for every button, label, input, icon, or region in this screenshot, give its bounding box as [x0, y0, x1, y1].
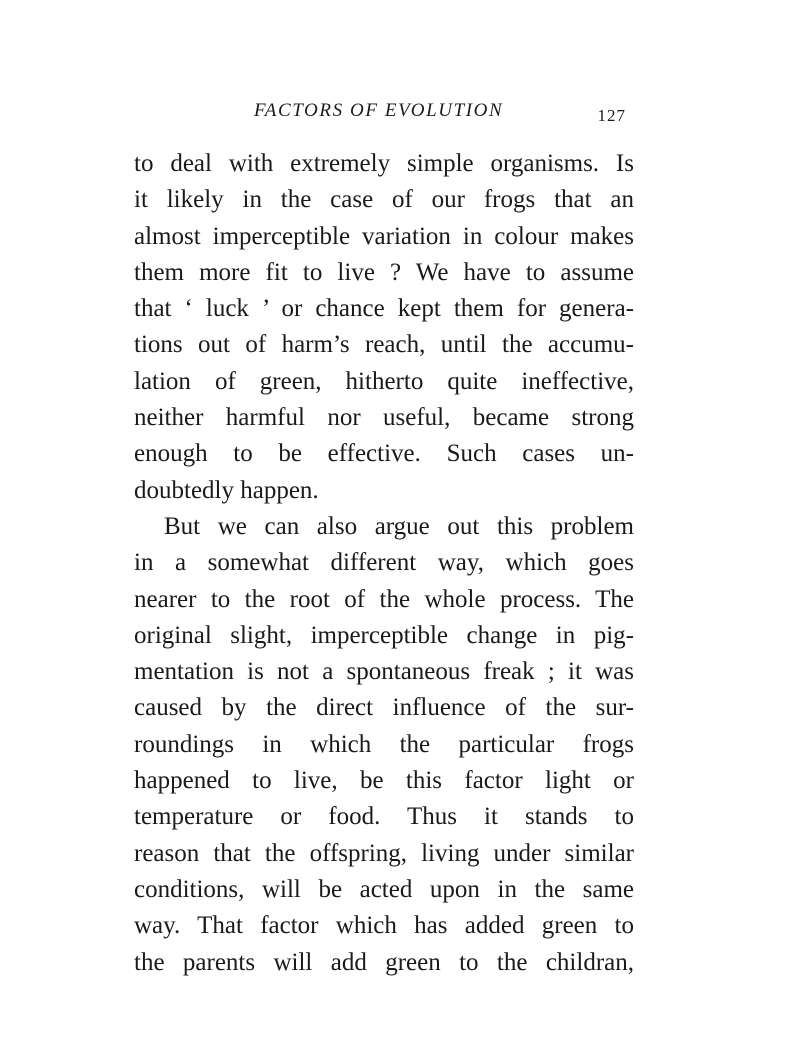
text-line: original slight, imperceptible change in pig-: [134, 621, 634, 649]
text-line: to deal with extremely simple organisms. Is: [134, 150, 634, 177]
text-line: enough to be effective. Such cases un-: [134, 440, 634, 468]
text-line: way. That factor which has added green to: [134, 912, 634, 940]
text-line: them more fit to live ? We have to assume: [134, 258, 634, 286]
text-line: that ‘ luck ’ or chance kept them for genera-: [134, 295, 634, 323]
text-line: doubtedly happen.: [134, 476, 319, 504]
text-line: caused by the direct influence of the sur-: [134, 694, 634, 722]
page-number: 127: [597, 106, 626, 125]
running-title: FACTORS OF EVOLUTION: [254, 100, 504, 121]
text-line: nearer to the root of the whole process. The: [134, 585, 634, 613]
body-text: [134, 146, 634, 981]
text-line: tions out of harm’s reach, until the accumu-: [134, 331, 634, 359]
text-line: the parents will add green to the childran,: [134, 948, 634, 976]
text-line: lation of green, hitherto quite ineffective,: [134, 367, 634, 395]
paragraph: [134, 146, 634, 509]
text-line: roundings in which the particular frogs: [134, 730, 634, 758]
text-line: it likely in the case of our frogs that an: [134, 186, 634, 214]
running-head: [134, 100, 634, 130]
paragraph: [134, 509, 634, 981]
text-line: in a somewhat different way, which goes: [134, 549, 634, 577]
text-line: almost imperceptible variation in colour makes: [134, 222, 634, 250]
text-line: neither harmful nor useful, became strong: [134, 404, 634, 432]
text-line: mentation is not a spontaneous freak ; it was: [134, 658, 634, 686]
text-line: conditions, will be acted upon in the same: [134, 875, 634, 903]
text-line: reason that the offspring, living under similar: [134, 839, 634, 867]
text-line: But we can also argue out this problem: [164, 512, 634, 540]
text-line: temperature or food. Thus it stands to: [134, 803, 634, 831]
text-line: happened to live, be this factor light or: [134, 767, 634, 795]
